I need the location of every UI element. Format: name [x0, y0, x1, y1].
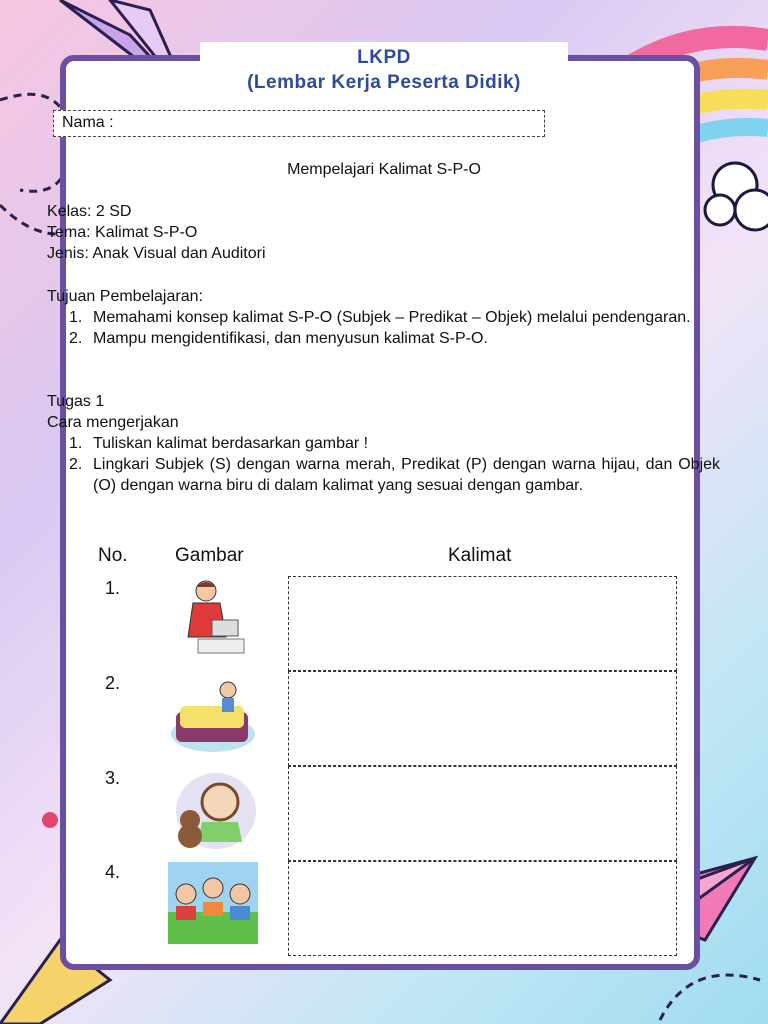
- subject-title: Mempelajari Kalimat S-P-O: [287, 161, 481, 178]
- worksheet-title: [200, 42, 568, 100]
- list-item: 1. Memahami konsep kalimat S-P-O (Subjek – Predikat – Objek) melalui pendengaran.: [69, 309, 691, 326]
- task-heading: Tugas 1: [47, 393, 105, 410]
- column-header-sentence: Kalimat: [448, 545, 512, 566]
- name-field[interactable]: [53, 110, 545, 137]
- title-line-1: LKPD: [357, 47, 411, 68]
- column-header-no: No.: [98, 545, 128, 566]
- goals-title: Tujuan Pembelajaran:: [47, 288, 203, 305]
- title-line-2: (Lembar Kerja Peserta Didik): [247, 72, 521, 93]
- goals-list: [47, 307, 720, 349]
- child-in-bed-icon: [168, 672, 258, 762]
- type-text: Jenis: Anak Visual dan Auditori: [47, 245, 266, 262]
- row-number: 2.: [105, 673, 121, 693]
- sentence-answer-box[interactable]: [288, 576, 677, 671]
- class-text: Kelas: 2 SD: [47, 203, 132, 220]
- column-header-picture: Gambar: [175, 545, 244, 566]
- children-reading-icon: [168, 862, 258, 952]
- woman-cooking-icon: [168, 575, 258, 665]
- sentence-answer-box[interactable]: [288, 861, 677, 956]
- task-steps: [47, 433, 720, 496]
- task-instructions-label: Cara mengerjakan: [47, 414, 179, 431]
- sentence-answer-box[interactable]: [288, 766, 677, 861]
- girl-with-teddy-icon: [168, 766, 258, 856]
- theme-text: Tema: Kalimat S-P-O: [47, 224, 198, 241]
- meta-info: [47, 201, 266, 264]
- sentence-answer-box[interactable]: [288, 671, 677, 766]
- list-item: 2. Lingkari Subjek (S) dengan warna merah, Predikat (P) dengan warna hijau, dan Objek (O) dengan warna biru di dalam kalimat yang sesuai dengan gambar.: [69, 456, 720, 494]
- name-label: Nama :: [62, 114, 114, 131]
- row-number: 1.: [105, 578, 121, 598]
- list-item: 1. Tuliskan kalimat berdasarkan gambar !: [69, 435, 369, 452]
- task-title: [47, 391, 179, 433]
- row-number: 4.: [105, 862, 121, 882]
- list-item: 2. Mampu mengidentifikasi, dan menyusun kalimat S-P-O.: [69, 330, 488, 347]
- row-number: 3.: [105, 768, 121, 788]
